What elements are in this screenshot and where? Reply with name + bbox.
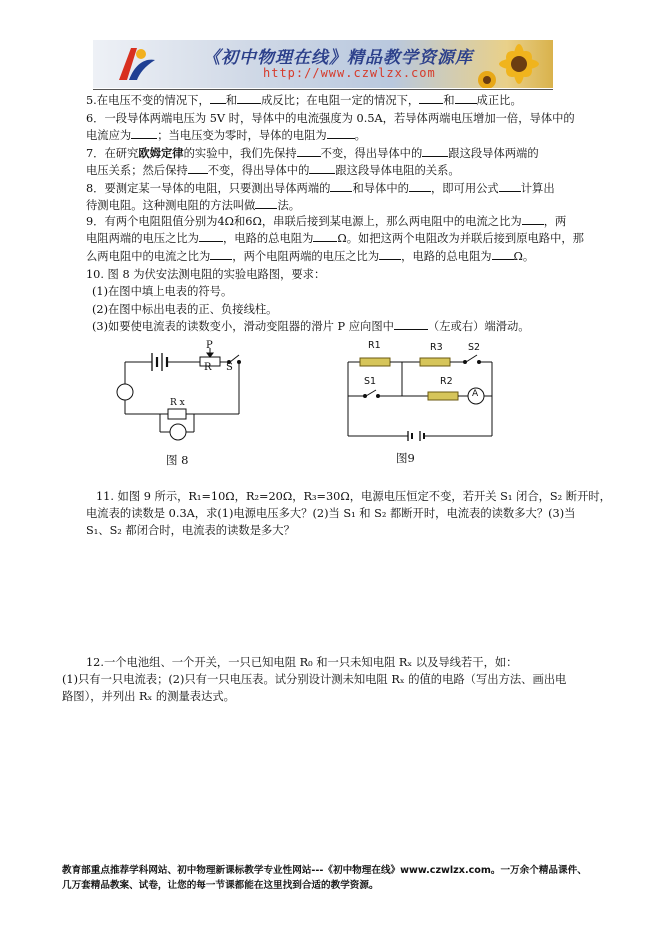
fig9-label-r3: R3	[430, 342, 443, 353]
question-12-cont: (1)只有一只电流表；(2)只有一只电压表。试分别设计测未知电阻 Rₓ 的值的电路（写出方法、画出电 路图），并列出 Rₓ 的测量表达式。	[62, 673, 567, 704]
site-url[interactable]: http://www.czwlzx.com	[263, 66, 436, 80]
question-5: 5.在电压不变的情况下， 和 成反比；在电阻一定的情况下， 和 成正比。	[86, 94, 522, 107]
figure-9-caption: 图9	[396, 451, 415, 465]
fig8-label-s: S	[226, 362, 233, 373]
header-rule	[93, 89, 553, 90]
fig9-label-ammeter: A	[472, 389, 479, 399]
question-6: 6．一段导体两端电压为 5V 时，导体中的电流强度为 0.5A，若导体两端电压增加一倍，导体中的 电流应为 ；当电压变为零时，导体的电阻为 。	[86, 112, 575, 143]
question-8: 8．要测定某一导体的电阻，只要测出导体两端的 和导体中的 ，即可用公式 计算出 待测电阻。这种测电阻的方法叫做 法。	[86, 182, 555, 213]
question-12: 12.一个电池组、一个开关，一只已知电阻 R₀ 和一只未知电阻 Rₓ 以及导线若干，如：	[86, 656, 518, 669]
sunflower-icon	[477, 42, 547, 88]
fig9-label-r1: R1	[368, 340, 381, 351]
figure-8-circuit	[108, 340, 248, 448]
figure-8-caption: 图 8	[166, 453, 189, 467]
question-11-cont: 电流表的读数是 0.3A，求(1)电源电压多大？(2)当 S₁ 和 S₂ 都断开时，电流表的读数多大？(3)当 S₁、S₂ 都闭合时，电流表的读数是多大？	[86, 507, 576, 538]
fig9-label-s1: S1	[364, 376, 377, 387]
question-11: 11. 如图 9 所示，R₁=10Ω，R₂=20Ω，R₃=30Ω，电源电压恒定不变，若开关 S₁ 闭合，S₂ 断开时，	[96, 490, 611, 503]
fig9-label-s2: S2	[468, 342, 481, 353]
footer-note: 教育部重点推荐学科网站、初中物理新课标教学专业性网站---《初中物理在线》www.czwlzx.com。一万余个精品课件、 几万套精品教案、试卷，让您的每一节课都能在这里找到合适的教学资源。	[62, 865, 587, 891]
header-banner	[93, 40, 553, 88]
question-7: 7．在研究欧姆定律的实验中，我们先保持 不变，得出导体中的 跟这段导体两端的 电压关系；然后保持 不变，得出导体中的 跟这段导体电阻的关系。	[86, 146, 539, 178]
fig8-label-r: R	[204, 362, 212, 373]
logo-icon	[111, 44, 157, 84]
question-10: 10. 图 8 为伏安法测电阻的实验电路图，要求： (1)在图中填上电表的符号。 (2)在图中标出电表的正、负接线柱。 (3)如要使电流表的读数变小，滑动变阻器的滑片 P 应向图中 （左或右）端滑动。	[86, 268, 530, 333]
fig9-label-r2: R2	[440, 376, 453, 387]
question-9: 9．有两个电阻阻值分别为4Ω和6Ω，串联后接到某电源上，那么两电阻中的电流之比为 ，两 电阻两端的电压之比为 ，电路的总电阻为 Ω。如把这两个电阻改为并联后接到原电路中，那 么两电阻中的电流之比为 ，两个电阻两端的电压之比为 ，电路的总电阻为 Ω。	[86, 215, 584, 263]
site-title: 《初中物理在线》精品教学资源库	[203, 48, 473, 68]
fig8-label-rx: R x	[170, 398, 185, 408]
fig8-label-p: P	[206, 340, 213, 351]
